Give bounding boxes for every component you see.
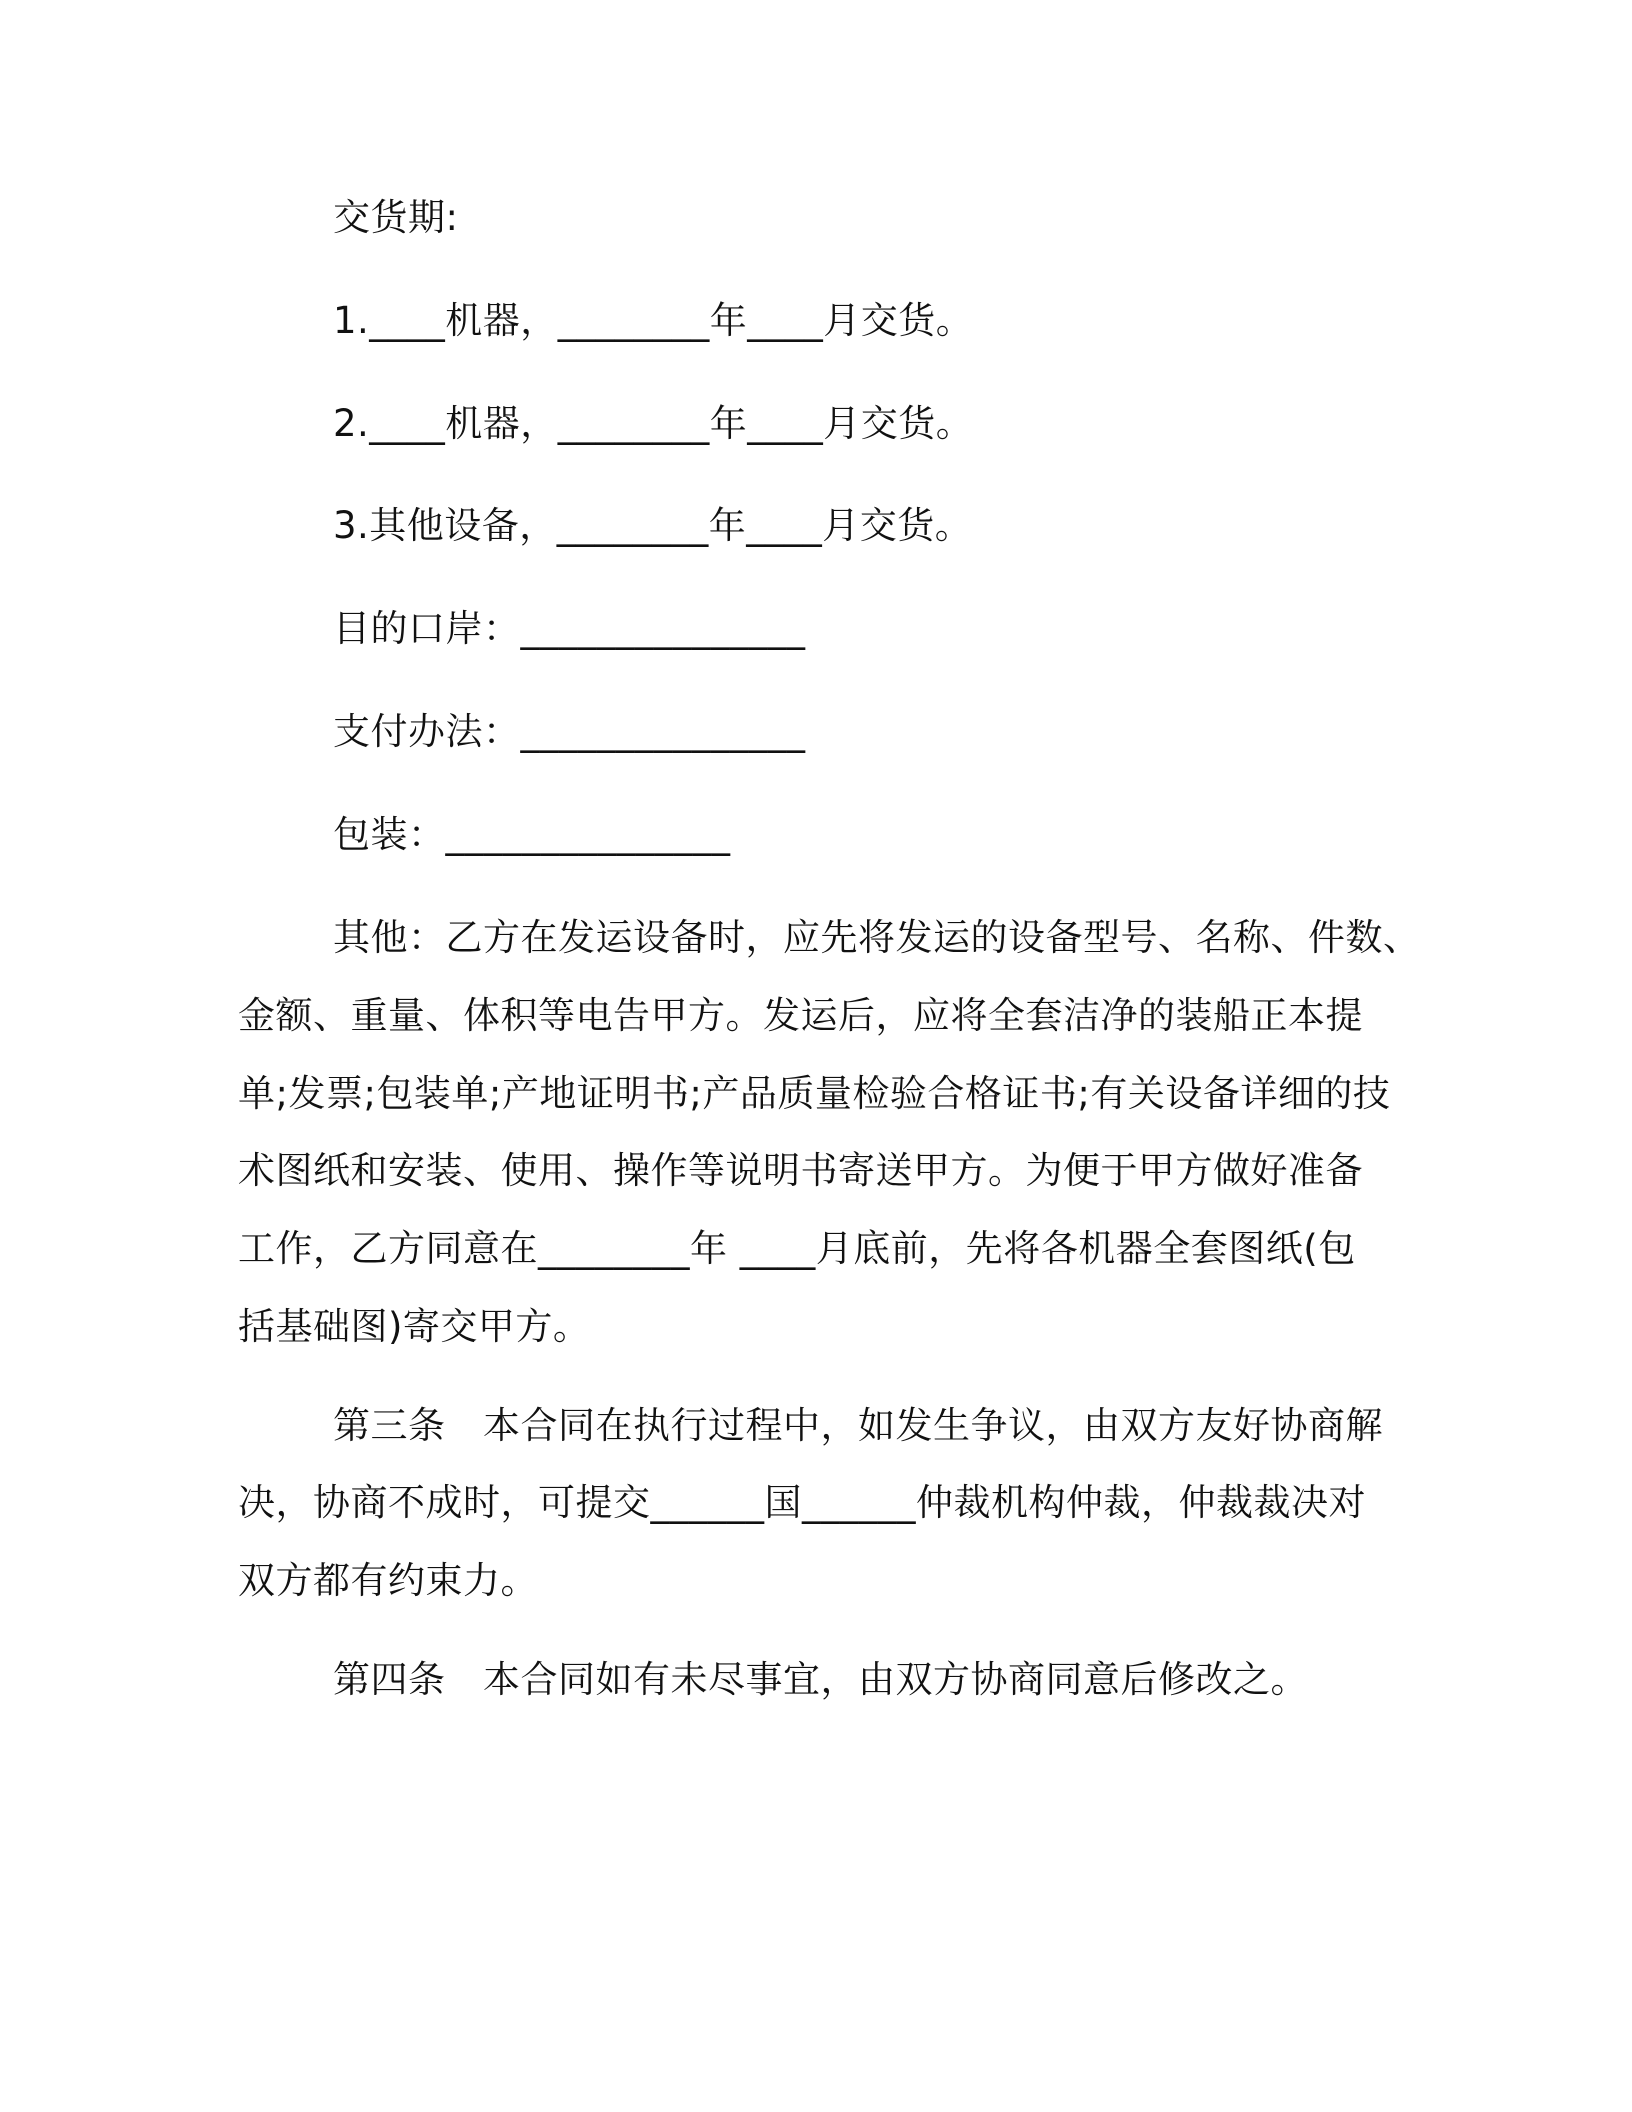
other-paragraph-line-3: 单;发票;包装单;产地证明书;产品质量检验合格证书;有关设备详细的技	[238, 1072, 1391, 1115]
article-3-line-3: 双方都有约束力。	[238, 1559, 538, 1602]
article-4: 第四条 本合同如有未尽事宜，由双方协商同意后修改之。	[333, 1658, 1308, 1701]
delivery-item-3: 3.其他设备，________年____月交货。	[333, 504, 973, 547]
destination-port-field: 目的口岸：_______________	[333, 607, 806, 650]
article-3-line-1: 第三条 本合同在执行过程中，如发生争议，由双方友好协商解	[333, 1404, 1383, 1447]
payment-method-field: 支付办法：_______________	[333, 710, 806, 753]
delivery-item-2: 2.____机器，________年____月交货。	[333, 402, 974, 445]
delivery-heading: 交货期:	[333, 196, 459, 239]
other-paragraph-line-6: 括基础图)寄交甲方。	[238, 1305, 591, 1348]
delivery-item-1: 1.____机器，________年____月交货。	[333, 299, 974, 342]
packaging-field: 包装：_______________	[333, 813, 731, 856]
other-paragraph-line-5: 工作，乙方同意在________年 ____月底前，先将各机器全套图纸(包	[238, 1227, 1356, 1270]
other-paragraph-line-1: 其他：乙方在发运设备时，应先将发运的设备型号、名称、件数、	[333, 916, 1421, 959]
article-3-line-2: 决，协商不成时，可提交______国______仲裁机构仲裁，仲裁裁决对	[238, 1481, 1366, 1524]
other-paragraph-line-4: 术图纸和安装、使用、操作等说明书寄送甲方。为便于甲方做好准备	[238, 1149, 1363, 1192]
other-paragraph-line-2: 金额、重量、体积等电告甲方。发运后，应将全套洁净的装船正本提	[238, 994, 1363, 1037]
